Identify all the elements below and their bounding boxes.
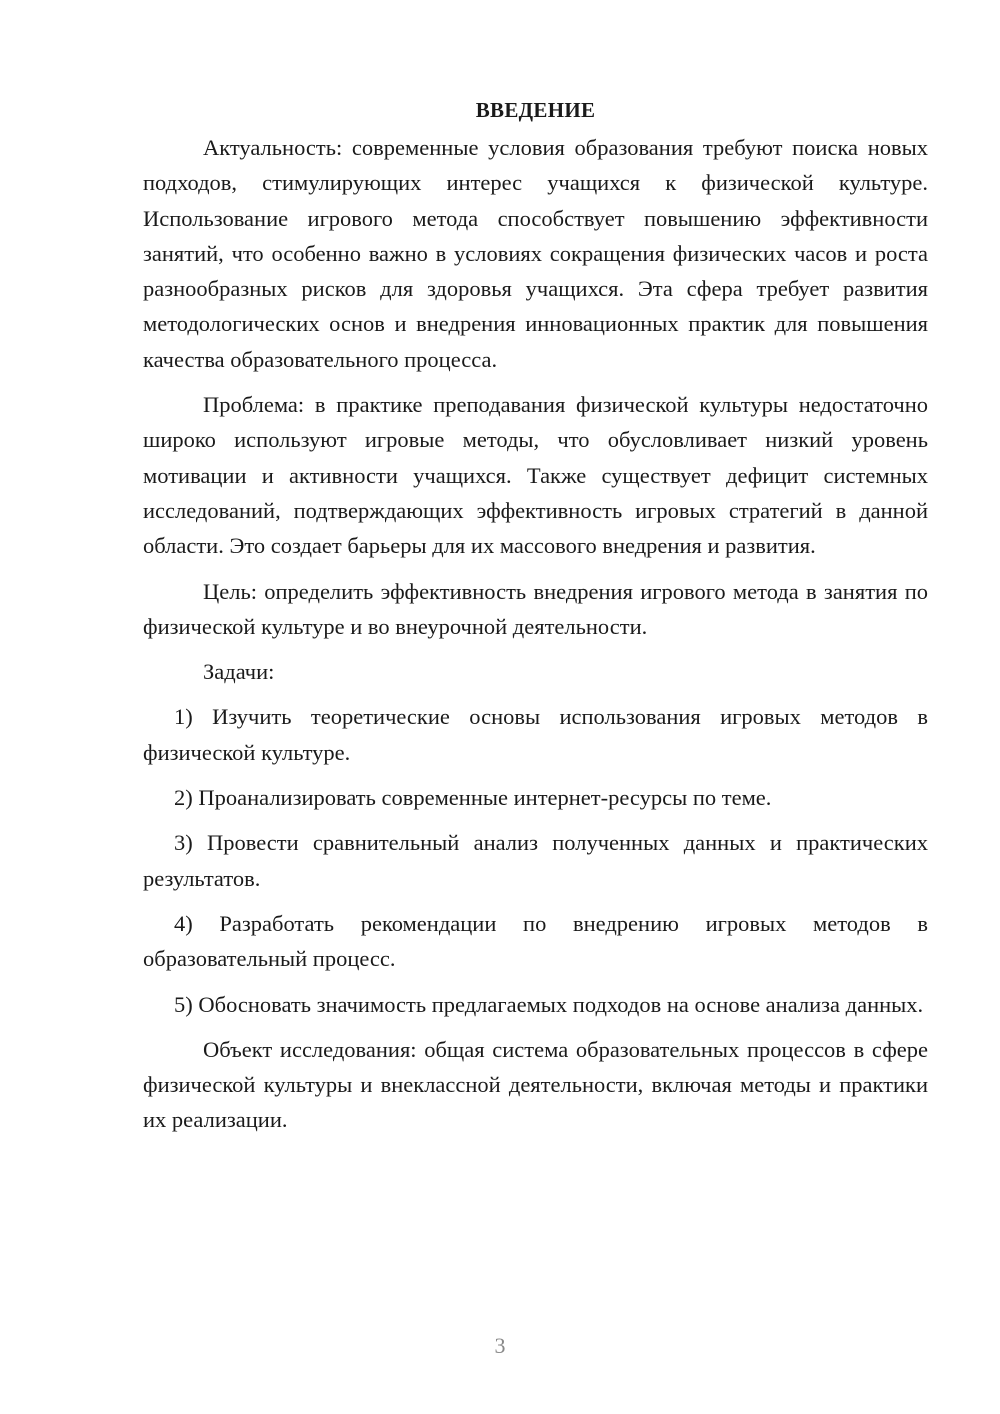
task-item-3: 3) Провести сравнительный анализ полученных данных и практических результатов.	[143, 830, 928, 891]
paragraph-goal: Цель: определить эффективность внедрения игрового метода в занятия по физической культуре и во внеурочной деятельности.	[143, 578, 928, 639]
document-page	[143, 92, 928, 1138]
tasks-label: Задачи:	[203, 659, 275, 685]
task-item-5: 5) Обосновать значимость предлагаемых подходов на основе анализа данных.	[174, 991, 924, 1017]
paragraph-relevance: Актуальность: современные условия образования требуют поиска новых подходов, стимулирующих интерес учащихся к физической культуре. Использование игрового метода способствует повышению эффективности занятий, что особенно важно в условиях сокращения физических часов и роста разнообразных рисков для здоровья учащихся. Эта сфера требует развития методологических основ и внедрения инновационных практик для повышения качества образовательного процесса.	[143, 135, 928, 372]
page-number: 3	[494, 1333, 506, 1358]
page-title: ВВЕДЕНИЕ	[475, 98, 596, 122]
paragraph-problem: Проблема: в практике преподавания физической культуры недостаточно широко используют игровые методы, что обусловливает низкий уровень мотивации и активности учащихся. Также существует дефицит системных исследований, подтверждающих эффективность игровых стратегий в данной области. Это создает барьеры для их массового внедрения и развития.	[143, 392, 928, 559]
paragraph-object: Объект исследования: общая система образовательных процессов в сфере физической культуры и внеклассной деятельности, включая методы и практики их реализации.	[143, 1036, 928, 1133]
task-item-1: 1) Изучить теоретические основы использования игровых методов в физической культуре.	[143, 704, 928, 765]
task-item-2: 2) Проанализировать современные интернет-ресурсы по теме.	[174, 785, 772, 811]
task-item-4: 4) Разработать рекомендации по внедрению игровых методов в образовательный процесс.	[143, 910, 928, 972]
